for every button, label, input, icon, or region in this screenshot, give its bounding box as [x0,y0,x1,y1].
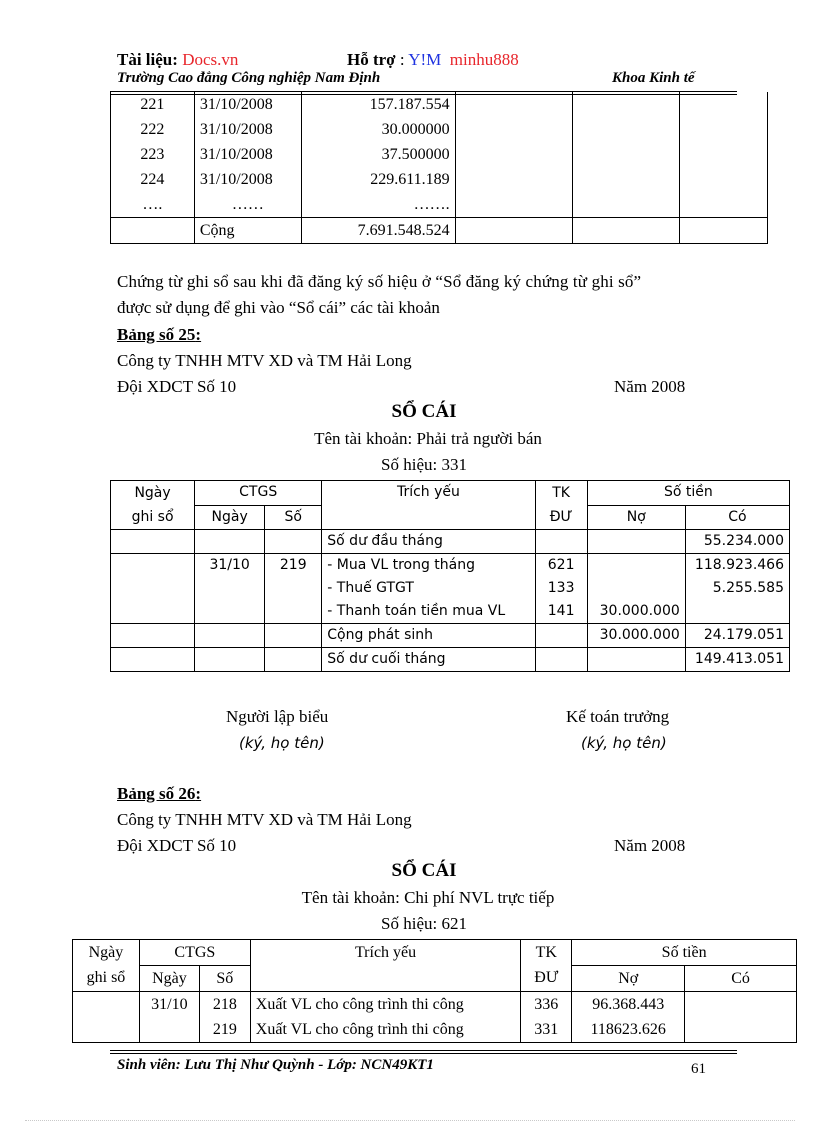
table-row: - Thanh toán tiền mua VL 141 30.000.000 [111,600,790,624]
table-row: 223 31/10/2008 37.500000 [111,142,768,167]
table-26-label: Bảng số 26: [117,784,202,803]
footer-rule [110,1050,737,1051]
col-tk-header: TK ĐƯ [535,481,587,530]
account-name: Tên tài khoản: Chi phí NVL trực tiếp [301,888,555,907]
page-edge [25,1120,795,1121]
school-name: Trường Cao đẳng Công nghiệp Nam Định [117,70,381,86]
team-name: Đội XDCT Số 10 [117,836,237,855]
footer-rule-2 [110,1053,737,1054]
year: Năm 2008 [614,836,686,855]
support-ym: Y!M [408,50,442,69]
table-total-row: Cộng phát sinh 30.000.000 24.179.051 [111,624,790,648]
col-credit: Có [685,966,797,992]
account-name: Tên tài khoản: Phải trả người bán [314,429,542,448]
col-date-header: Ngày ghi sổ [73,940,140,992]
table-row: Số dư đầu tháng 55.234.000 [111,530,790,554]
table-row: 31/10 219 - Mua VL trong tháng 621 118.923.466 [111,554,790,578]
ledger-title: SỔ CÁI [391,401,457,422]
register-table [110,92,768,244]
account-number: Số hiệu: 621 [381,914,467,933]
preparer-note: (ký, họ tên) [239,734,325,752]
col-desc-header: Trích yếu [322,481,535,530]
ledger-title: SỔ CÁI [391,860,457,881]
table-row: Số dư cuối tháng 149.413.051 [111,648,790,672]
support-user[interactable]: minhu888 [449,50,519,69]
col-date-header: Ngày ghi sổ [111,481,195,530]
preparer-label: Người lập biểu [226,707,329,726]
year: Năm 2008 [614,377,686,396]
doc-site-link[interactable]: Docs.vn [182,50,239,69]
col-ctgs-no: Số [199,966,250,992]
faculty-name: Khoa Kinh tế [612,70,695,86]
col-ctgs-no: Số [265,505,322,530]
col-credit: Có [685,505,789,530]
company-name: Công ty TNHH MTV XD và TM Hải Long [117,351,412,370]
chief-accountant-note: (ký, họ tên) [581,734,667,752]
table-25-label: Bảng số 25: [117,325,202,344]
table-row: 219 Xuất VL cho công trình thi công 331 118623.626 [73,1017,797,1043]
intro-line-2: được sử dụng để ghi vào “Sổ cái” các tài khoản [117,298,440,317]
table-row: …. …… ……. [111,192,768,218]
account-number: Số hiệu: 331 [381,455,467,474]
col-desc-header: Trích yếu [250,940,521,992]
student-info: Sinh viên: Lưu Thị Như Quỳnh - Lớp: NCN49KT1 [117,1057,434,1073]
doc-source: Tài liệu: Docs.vn [117,50,239,69]
company-name: Công ty TNHH MTV XD và TM Hải Long [117,810,412,829]
col-tk-header: TK ĐƯ [521,940,572,992]
col-amount-header: Số tiền [572,940,797,966]
intro-line-1: Chứng từ ghi sổ sau khi đã đăng ký số hiệu ở “Sổ đăng ký chứng từ ghi sổ” [117,272,642,291]
chief-accountant-label: Kế toán trưởng [566,707,670,726]
col-debit: Nợ [572,966,685,992]
col-amount-header: Số tiền [587,481,789,506]
ledger-621-table [72,939,797,1043]
col-ctgs-header: CTGS [195,481,322,506]
col-ctgs-date: Ngày [139,966,199,992]
team-name: Đội XDCT Số 10 [117,377,237,396]
table-row: 221 31/10/2008 157.187.554 [111,92,768,117]
page-number: 61 [691,1061,706,1077]
table-row: 31/10 218 Xuất VL cho công trình thi công 336 96.368.443 [73,992,797,1018]
support-info: Hỗ trợ : Y!M minhu888 [347,50,519,69]
table-row: 224 31/10/2008 229.611.189 [111,167,768,192]
col-ctgs-header: CTGS [139,940,250,966]
table-total-row: Cộng 7.691.548.524 [111,218,768,244]
col-debit: Nợ [587,505,685,530]
col-ctgs-date: Ngày [195,505,265,530]
table-row: - Thuế GTGT 133 5.255.585 [111,577,790,600]
table-row: 222 31/10/2008 30.000000 [111,117,768,142]
ledger-331-table [110,480,790,672]
